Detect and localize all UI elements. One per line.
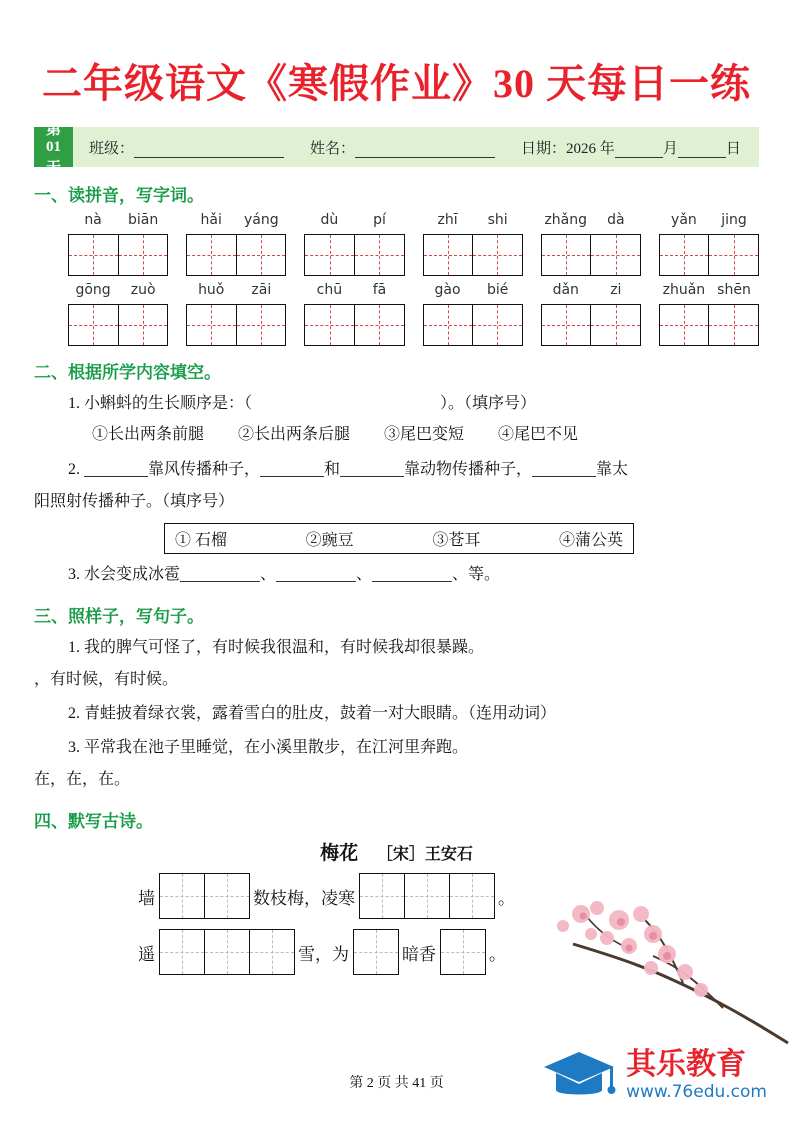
pinyin-cell <box>659 212 759 276</box>
answer-text: 在 <box>34 771 51 788</box>
poem-text: 。 <box>489 944 506 964</box>
month-label: 月 <box>662 140 678 157</box>
pinyin-syllable: zhuǎn <box>662 282 706 298</box>
pinyin-syllable: huǒ <box>198 282 225 298</box>
pinyin-syllable: gōng <box>75 282 111 298</box>
poem-text: 暗香 <box>402 944 436 964</box>
pinyin-syllable: zuò <box>130 282 156 298</box>
brand-url: www.76edu.com <box>626 1081 767 1102</box>
writing-box-pair[interactable] <box>541 234 641 276</box>
sep: 、 <box>260 566 277 583</box>
day-label: 日 <box>725 140 741 157</box>
writing-box[interactable] <box>354 235 404 275</box>
writing-box[interactable] <box>660 235 709 275</box>
writing-box-pair[interactable] <box>186 304 286 346</box>
graduation-cap-icon <box>540 1046 618 1104</box>
writing-box[interactable] <box>660 305 709 345</box>
pinyin-cell <box>186 212 286 276</box>
question-2-2-option-box <box>164 523 634 554</box>
pinyin-syllable: zi <box>610 282 622 298</box>
writing-box-pair[interactable] <box>304 234 404 276</box>
writing-box-pair[interactable] <box>68 234 168 276</box>
pinyin-syllable: zhī <box>437 212 458 228</box>
pinyin-cell <box>304 212 404 276</box>
poem-grid-box[interactable] <box>404 873 450 919</box>
pinyin-cell <box>186 282 286 346</box>
question-3-3-answer <box>34 765 759 795</box>
answer-blank[interactable] <box>260 460 324 477</box>
pinyin-syllable: yǎn <box>671 212 697 228</box>
writing-box[interactable] <box>118 305 168 345</box>
writing-box[interactable] <box>236 235 286 275</box>
question-2-1-text: 1. 小蝌蚪的生长顺序是：（ <box>68 395 253 412</box>
answer-text: ，在 <box>82 771 115 788</box>
class-field[interactable] <box>89 137 284 158</box>
poem-title: 梅花 <box>320 843 359 864</box>
writing-box-pair[interactable] <box>186 234 286 276</box>
writing-box[interactable] <box>187 305 236 345</box>
poem-grid-box[interactable] <box>159 929 205 975</box>
question-2-3-tail: 、等。 <box>452 566 501 583</box>
question-3-1: 1. 我的脾气可怪了，有时候我很温和，有时候我却很暴躁。 <box>68 639 485 656</box>
writing-box[interactable] <box>708 305 758 345</box>
pinyin-syllable: dù <box>320 212 339 228</box>
poem-grid-box[interactable] <box>449 873 495 919</box>
brand-name: 其乐教育 <box>626 1047 747 1081</box>
poem-grid-box[interactable] <box>440 929 486 975</box>
poem-text: 遥 <box>138 944 155 964</box>
pinyin-syllable: shi <box>487 212 508 228</box>
poem-text: 数枝梅，凌寒 <box>253 888 355 908</box>
writing-box[interactable] <box>187 235 236 275</box>
pinyin-syllable: zāi <box>251 282 272 298</box>
pinyin-cell <box>659 282 759 346</box>
answer-text: ，在 <box>50 771 83 788</box>
answer-blank[interactable] <box>84 460 148 477</box>
writing-box[interactable] <box>424 305 473 345</box>
writing-box-pair[interactable] <box>68 304 168 346</box>
writing-box[interactable] <box>424 235 473 275</box>
pinyin-cell <box>541 282 641 346</box>
question-2-2 <box>34 455 759 485</box>
pinyin-cell <box>304 282 404 346</box>
option-item[interactable]: ②长出两条后腿 <box>238 426 351 443</box>
poem-grid-box[interactable] <box>159 873 205 919</box>
pinyin-cell <box>68 282 168 346</box>
pinyin-syllable: jing <box>721 212 747 228</box>
poem-line-2 <box>34 929 759 975</box>
poem-text: 雪，为 <box>298 944 349 964</box>
answer-blank[interactable] <box>276 565 356 582</box>
answer-blank[interactable] <box>532 460 596 477</box>
writing-box[interactable] <box>354 305 404 345</box>
writing-box[interactable] <box>472 305 522 345</box>
sep: 、 <box>356 566 373 583</box>
pinyin-row-1 <box>34 212 759 276</box>
answer-blank[interactable] <box>340 460 404 477</box>
answer-text: ，有时候 <box>98 671 163 688</box>
question-2-2-t3: 靠动物传播种子， <box>404 461 533 478</box>
poem-title-line <box>34 838 759 865</box>
question-2-2-t1: 靠风传播种子， <box>148 461 261 478</box>
option-item[interactable]: ③尾巴变短 <box>384 426 465 443</box>
writing-box-pair[interactable] <box>659 234 759 276</box>
pinyin-syllable: pí <box>373 212 386 228</box>
pinyin-cell <box>423 282 523 346</box>
writing-box-pair[interactable] <box>423 234 523 276</box>
pinyin-syllable: hǎi <box>200 212 222 228</box>
option-item[interactable]: ① 石榴 <box>175 532 228 549</box>
writing-box[interactable] <box>590 305 640 345</box>
answer-text: 。 <box>162 671 179 688</box>
answer-text: ，有时候 <box>34 671 99 688</box>
pinyin-syllable: dǎn <box>552 282 579 298</box>
name-blank[interactable] <box>355 143 495 158</box>
poem-grid-box[interactable] <box>204 873 250 919</box>
section-2-heading: 二、根据所学内容填空。 <box>34 363 221 382</box>
question-2-2-t2: 和 <box>324 461 341 478</box>
writing-box-pair[interactable] <box>541 304 641 346</box>
poem-grid-box[interactable] <box>249 929 295 975</box>
writing-box[interactable] <box>542 235 591 275</box>
class-blank[interactable] <box>134 143 284 158</box>
day-tag: 第 01 天 <box>34 127 73 167</box>
pinyin-syllable: shēn <box>717 282 751 298</box>
question-3-3: 3. 平常我在池子里睡觉，在小溪里散步，在江河里奔跑。 <box>68 739 469 756</box>
poem-grid-box[interactable] <box>353 929 399 975</box>
answer-blank[interactable] <box>180 565 260 582</box>
question-3-1-answer <box>34 665 759 695</box>
poem-line-1 <box>34 873 759 919</box>
question-2-1-options <box>34 421 759 449</box>
question-2-3-text: 3. 水会变成冰雹 <box>68 566 181 583</box>
question-2-2-num: 2. <box>68 461 84 478</box>
writing-box[interactable] <box>305 235 354 275</box>
writing-box-pair[interactable] <box>659 304 759 346</box>
question-2-2-cont: 阳照射传播种子。（填序号） <box>34 493 235 510</box>
pinyin-syllable: biān <box>128 212 159 228</box>
pinyin-cell <box>541 212 641 276</box>
header-bar <box>34 121 759 176</box>
option-item[interactable]: ①长出两条前腿 <box>92 426 205 443</box>
brand-logo <box>540 1046 767 1104</box>
pinyin-syllable: dà <box>607 212 625 228</box>
writing-box[interactable] <box>542 305 591 345</box>
section-1-heading: 一、读拼音，写字词。 <box>34 186 204 205</box>
poem-text: 。 <box>498 888 515 908</box>
day-blank[interactable] <box>678 143 726 158</box>
writing-box[interactable] <box>69 305 118 345</box>
question-2-1-tail: ）。（填序号） <box>440 395 537 412</box>
pinyin-cell <box>68 212 168 276</box>
question-2-1 <box>34 389 759 419</box>
date-field[interactable] <box>521 137 741 158</box>
writing-box[interactable] <box>590 235 640 275</box>
writing-box[interactable] <box>305 305 354 345</box>
pinyin-syllable: fā <box>372 282 387 298</box>
name-label: 姓名： <box>310 140 356 157</box>
month-blank[interactable] <box>615 143 663 158</box>
poem-grid-box[interactable] <box>359 873 405 919</box>
question-2-2-t4: 靠太 <box>596 461 629 478</box>
pinyin-syllable: nà <box>84 212 102 228</box>
option-item[interactable]: ④尾巴不见 <box>498 426 579 443</box>
pinyin-syllable: zhǎng <box>544 212 588 228</box>
writing-box[interactable] <box>118 235 168 275</box>
page-footer: 第 2 页 共 41 页 <box>349 1076 444 1091</box>
poem-grid-box[interactable] <box>204 929 250 975</box>
writing-box[interactable] <box>708 235 758 275</box>
page-title: 二年级语文《寒假作业》30 天每日一练 <box>42 61 751 106</box>
answer-text: 。 <box>114 771 131 788</box>
pinyin-cell <box>423 212 523 276</box>
option-item[interactable]: ③苍耳 <box>432 532 481 549</box>
class-label: 班级： <box>89 140 135 157</box>
poem-text: 墙 <box>138 888 155 908</box>
question-2-3 <box>34 560 759 590</box>
answer-blank[interactable] <box>372 565 452 582</box>
pinyin-syllable: bié <box>486 282 509 298</box>
name-field[interactable] <box>310 137 495 158</box>
writing-box[interactable] <box>472 235 522 275</box>
pinyin-syllable: gào <box>434 282 461 298</box>
section-4-heading: 四、默写古诗。 <box>34 812 153 831</box>
poem-author: ［宋］王安石 <box>376 846 473 863</box>
pinyin-row-2 <box>34 282 759 346</box>
question-3-2: 2. 青蛙披着绿衣裳，露着雪白的肚皮，鼓着一对大眼睛。（连用动词） <box>68 705 557 722</box>
writing-box-pair[interactable] <box>423 304 523 346</box>
section-3-heading: 三、照样子，写句子。 <box>34 607 204 626</box>
writing-box[interactable] <box>69 235 118 275</box>
pinyin-syllable: chū <box>316 282 343 298</box>
writing-box-pair[interactable] <box>304 304 404 346</box>
date-label: 日期：2026 年 <box>521 140 615 157</box>
option-item[interactable]: ④蒲公英 <box>558 532 623 549</box>
pinyin-syllable: yáng <box>244 212 279 228</box>
writing-box[interactable] <box>236 305 286 345</box>
option-item[interactable]: ②豌豆 <box>305 532 354 549</box>
